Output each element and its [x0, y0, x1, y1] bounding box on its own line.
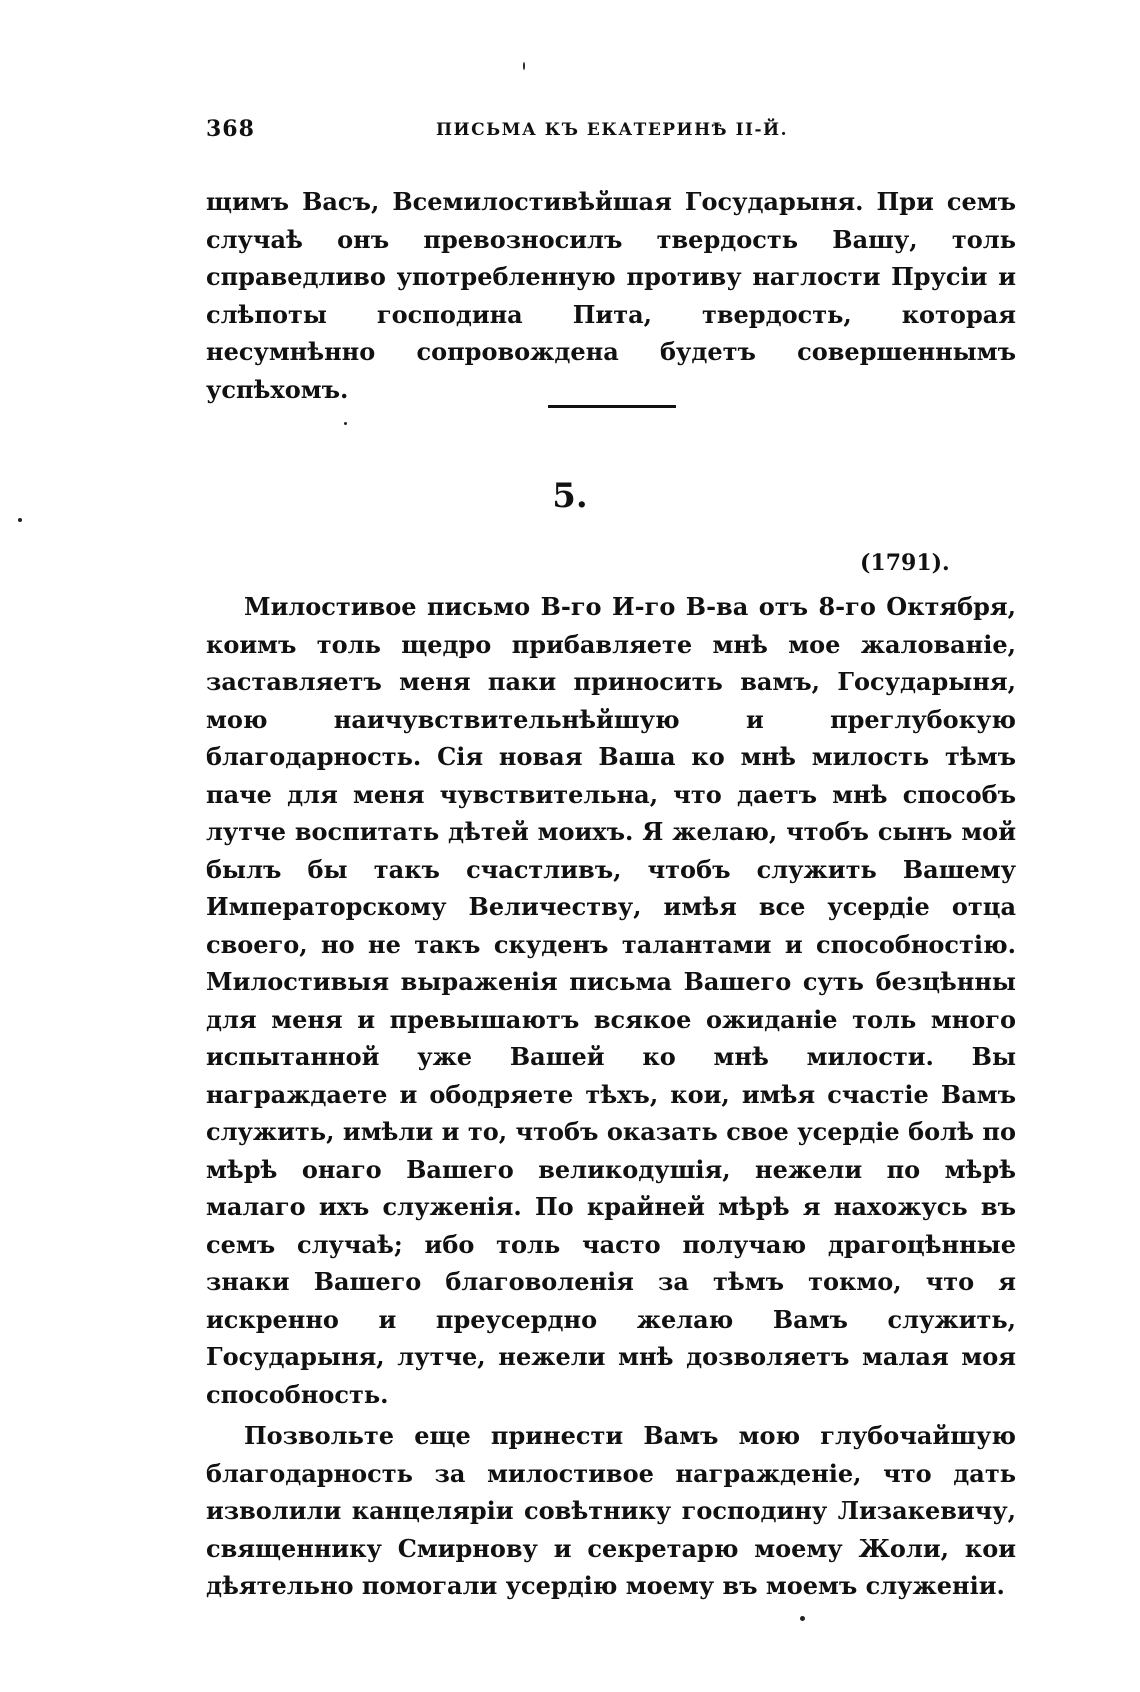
scan-speck: [344, 422, 347, 425]
letter-date: (1791).: [860, 550, 950, 576]
running-head: ПИСЬМА КЪ ЕКАТЕРИНѢ II-Й.: [436, 120, 789, 140]
scan-speck: [800, 1616, 805, 1621]
continuation-paragraph: щимъ Васъ, Всемилостивѣйшая Государыня. При семъ случаѣ онъ превозносилъ твердость Вашу, толь справедливо употребленную противу наглости Прусіи и слѣпоты господина Пита, твердость, которая несумнѣнно сопровождена будетъ совершеннымъ успѣхомъ.: [206, 187, 1016, 404]
letter-number: 5.: [552, 476, 588, 516]
letter-paragraph: Позвольте еще принести Вамъ мою глубочайшую благодарность за милостивое награжденіе, что дать изволили канцеляріи совѣтнику господину Лизакевичу, священнику Смирнову и секретарю моему Жоли, кои дѣятельно помогали усердію моему въ моемъ служеніи.: [206, 1421, 1016, 1600]
page-header: [206, 116, 1016, 152]
page-number: 368: [206, 116, 255, 142]
scan-speck: [18, 518, 22, 522]
letter-body: [206, 588, 1016, 1605]
section-divider: [548, 405, 676, 408]
scan-speck: [523, 62, 525, 70]
continuation-block: [206, 183, 1016, 408]
letter-paragraph: Милостивое письмо В-го И-го В-ва отъ 8-го Октября, коимъ толь щедро прибавляете мнѣ мое жалованіе, заставляетъ меня паки приносить вамъ, Государыня, мою наичувствительнѣйшую и преглубокую благодарность. Сія новая Ваша ко мнѣ милость тѣмъ паче для меня чувствительна, что даетъ мнѣ способъ лутче воспитать дѣтей моихъ. Я желаю, чтобъ сынъ мой былъ бы такъ счастливъ, чтобъ служить Вашему Императорскому Величеству, имѣя все усердіе отца своего, но не такъ скуденъ талантами и способностію. Милостивыя выраженія письма Вашего суть безцѣнны для меня и превышаютъ всякое ожиданіе толь много испытанной уже Вашей ко мнѣ милости. Вы награждаете и ободряете тѣхъ, кои, имѣя счастіе Вамъ служить, имѣли и то, чтобъ оказать свое усердіе болѣ по мѣрѣ онаго Вашего великодушія, нежели по мѣрѣ малаго ихъ служенія. По крайней мѣрѣ я нахожусь въ семъ случаѣ; ибо толь часто получаю драгоцѣнные знаки Вашего благоволенія за тѣмъ токмо, что я искренно и преусердно желаю Вамъ служить, Государыня, лутче, нежели мнѣ дозволяетъ малая моя способность.: [206, 592, 1016, 1409]
